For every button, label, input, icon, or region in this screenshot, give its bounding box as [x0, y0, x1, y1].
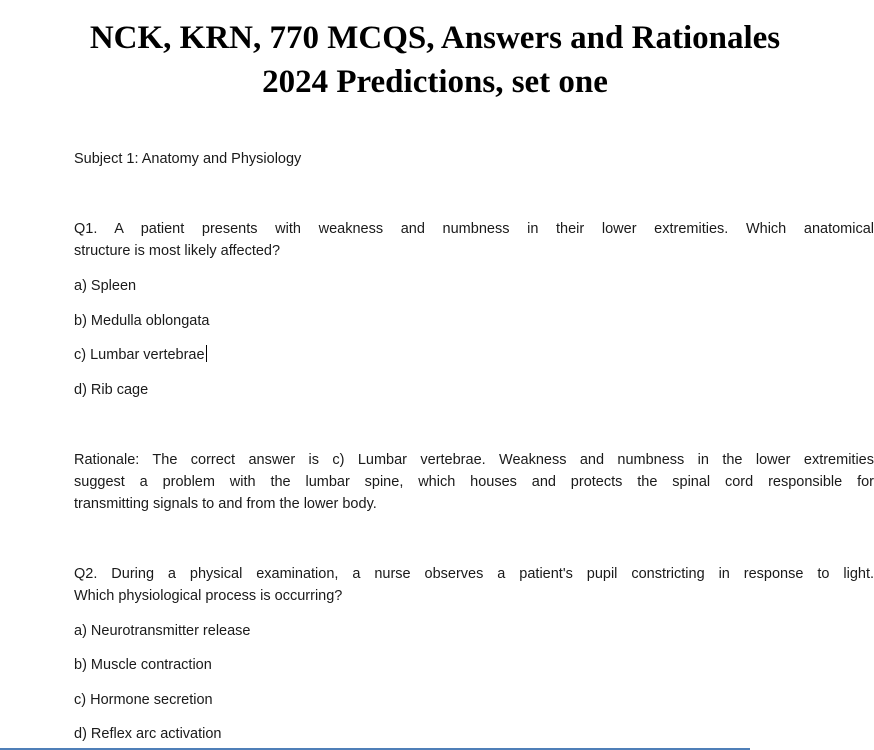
q2-stem-line-2: Which physiological process is occurring?: [74, 588, 343, 604]
q1-rationale-line-1: Rationale: The correct answer is c) Lumbar vertebrae. Weakness and numbness in the lower extremities: [74, 452, 874, 468]
q1-stem-line-2: structure is most likely affected?: [74, 243, 281, 259]
q1-rationale-line-2: suggest a problem with the lumbar spine, which houses and protects the spinal cord responsible for: [74, 474, 874, 490]
q1-option-a: a) Spleen: [74, 278, 137, 294]
q1-option-c-text: c) Lumbar vertebrae: [74, 347, 205, 363]
document-title-line-2: 2024 Predictions, set one: [262, 64, 608, 100]
q2-option-a: a) Neurotransmitter release: [74, 623, 251, 639]
q1-option-c: [74, 344, 207, 366]
q1-stem-line-1: Q1. A patient presents with weakness and numbness in their lower extremities. Which anatomical: [74, 221, 874, 237]
subject-heading: Subject 1: Anatomy and Physiology: [74, 151, 302, 167]
q2-stem-line-1: Q2. During a physical examination, a nurse observes a patient's pupil constricting in response to light.: [74, 566, 874, 582]
q2-option-b: b) Muscle contraction: [74, 657, 212, 673]
q1-option-d: d) Rib cage: [74, 382, 149, 398]
q2-option-c: c) Hormone secretion: [74, 692, 213, 708]
text-cursor: [206, 345, 207, 362]
document-title-line-1: NCK, KRN, 770 MCQS, Answers and Rationales: [89, 20, 781, 56]
q2-option-d: d) Reflex arc activation: [74, 726, 222, 742]
q1-option-b: b) Medulla oblongata: [74, 313, 210, 329]
q1-rationale-line-3: transmitting signals to and from the lower body.: [74, 496, 377, 512]
